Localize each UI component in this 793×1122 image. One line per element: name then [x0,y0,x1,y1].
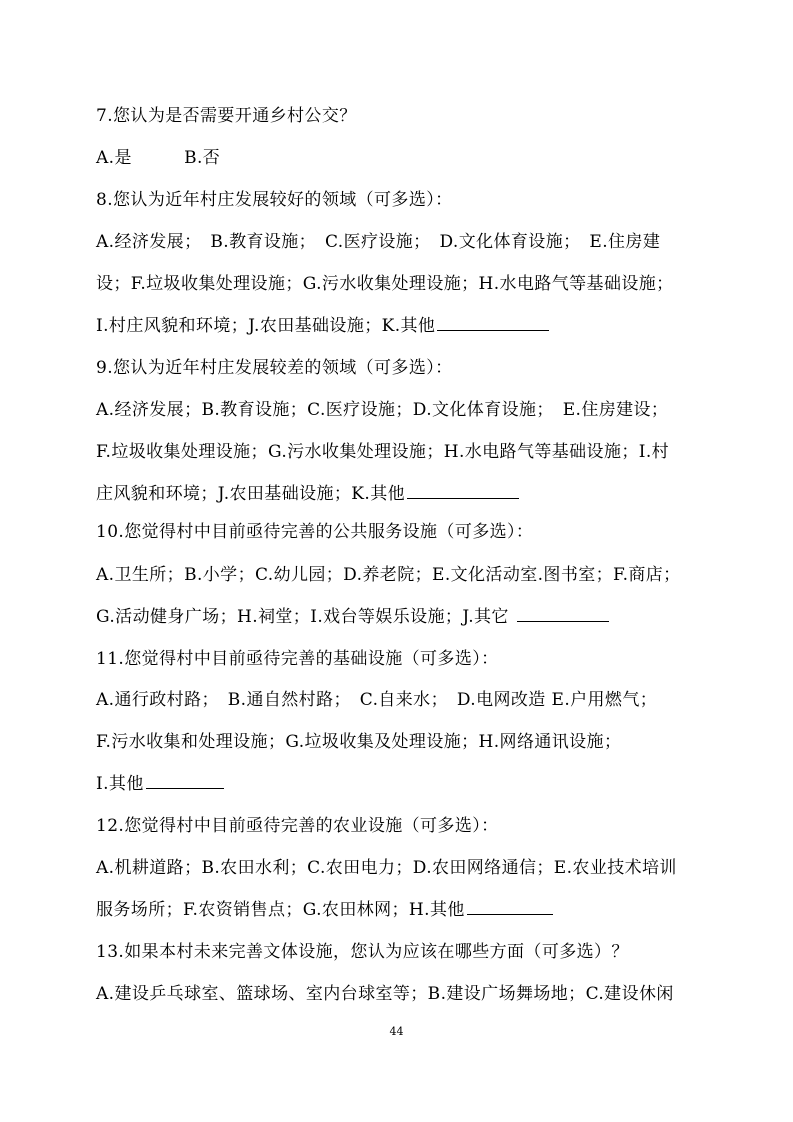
page-number: 44 [389,1025,404,1038]
question-11-options-line-2: F.污水收集和处理设施；G.垃圾收集及处理设施；H.网络通讯设施； [96,732,622,752]
fill-in-blank [146,772,224,789]
fill-in-blank [407,482,519,499]
question-13-title: 13.如果本村未来完善文体设施，您认为应该在哪些方面（可多选）？ [96,942,629,962]
question-9-options-line-1: A.经济发展；B.教育设施；C.医疗设施；D.文化体育设施； E.住房建设； [96,400,669,420]
question-9-title: 9.您认为近年村庄发展较差的领域（可多选）： [96,358,453,378]
question-11-options-line-3 [96,772,706,796]
question-12-title: 12.您觉得村中目前亟待完善的农业设施（可多选）： [96,816,499,836]
fill-in-blank [517,605,609,622]
question-9-options-line-2: F.垃圾收集处理设施；G.污水收集处理设施；H.水电路气等基础设施；I.村 [96,442,670,462]
question-8-options-text: I.村庄风貌和环境；J.农田基础设施；K.其他 [96,316,436,336]
question-12-options-line-1: A.机耕道路；B.农田水利；C.农田电力；D.农田网络通信；E.农业技术培训 [96,858,677,878]
question-8-options-line-1: A.经济发展； B.教育设施； C.医疗设施； D.文化体育设施； E.住房建 [96,232,661,252]
question-11-options-text: I.其他 [96,774,144,794]
question-7-title: 7.您认为是否需要开通乡村公交？ [96,106,357,126]
question-9-options-line-3 [96,482,706,506]
question-11-options-line-1: A.通行政村路； B.通自然村路； C.自来水； D.电网改造 E.户用燃气； [96,690,658,710]
question-10-options-text: G.活动健身广场；H.祠堂；I.戏台等娱乐设施；J.其它 [96,607,515,627]
question-8-options-line-3 [96,314,706,338]
question-9-options-text: 庄风貌和环境；J.农田基础设施；K.其他 [96,484,406,504]
question-12-options-text: 服务场所；F.农资销售点；G.农田林网；H.其他 [96,900,465,920]
question-10-options-line-1: A.卫生所；B.小学；C.幼儿园；D.养老院；E.文化活动室.图书室；F.商店； [96,565,681,585]
fill-in-blank [437,314,549,331]
question-12-options-line-2 [96,898,706,922]
question-7-options: A.是 B.否 [96,148,221,168]
question-13-options-line-1: A.建设乒乓球室、篮球场、室内台球室等；B.建设广场舞场地；C.建设休闲 [96,984,674,1004]
question-11-title: 11.您觉得村中目前亟待完善的基础设施（可多选）： [96,649,499,669]
question-10-title: 10.您觉得村中目前亟待完善的公共服务设施（可多选）： [96,522,534,542]
question-10-options-line-2 [96,605,706,629]
question-8-title: 8.您认为近年村庄发展较好的领域（可多选）： [96,190,453,210]
question-8-options-line-2: 设；F.垃圾收集处理设施；G.污水收集处理设施；H.水电路气等基础设施； [96,274,674,294]
fill-in-blank [467,898,553,915]
